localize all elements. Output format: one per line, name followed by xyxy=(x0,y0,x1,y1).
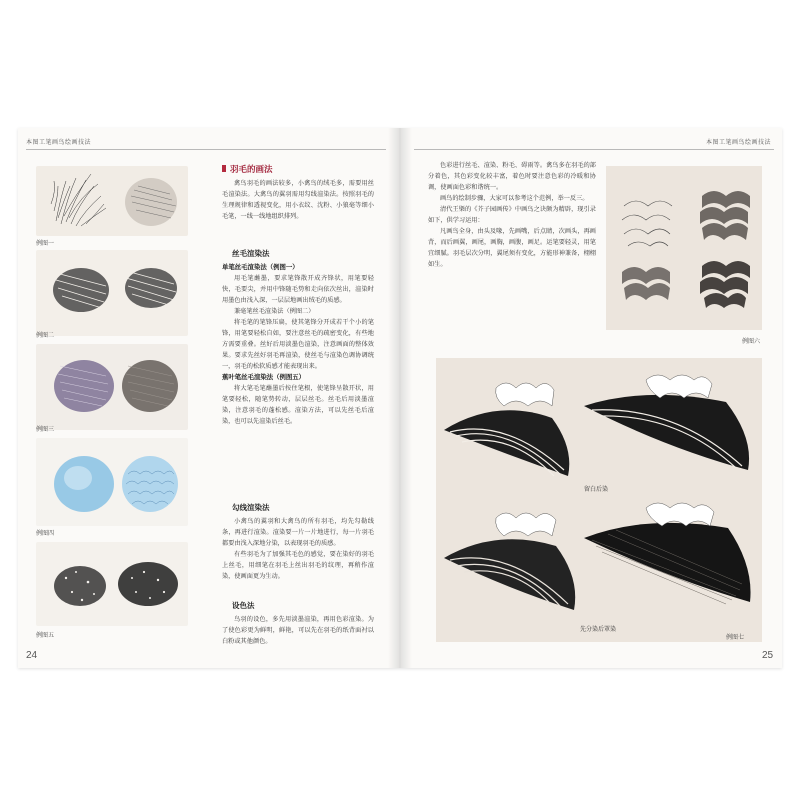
title-accent-bar xyxy=(222,165,226,172)
running-header-right: 本图工笔画鸟绘画技法 xyxy=(706,139,772,146)
silk-hair-text-2: 兼毫笔丝毛渲染法（例图二） xyxy=(234,308,315,315)
section-heading-outline-wash: 勾线渲染法 xyxy=(232,503,270,512)
caption-example-4: 例图四 xyxy=(36,530,55,537)
coloring-body xyxy=(222,614,374,648)
outline-wash-text-2: 有些羽毛为了加强其毛色的感觉，要在染好的羽毛上丝毛，用细笔在羽毛上丝出羽毛的纹理，再稍作渲染，使画面更为生动。 xyxy=(222,551,374,580)
right-text-4: 凡画鸟全身，由头及喙，先画嘴，后点睛，次画头，再画背，而后画翼，画尾，画胸，画腹，画足。运笔要轻灵，用笔宜细腻。羽毛层次分明，翼尾须有变化，方能形神兼备，栩栩如生。 xyxy=(428,228,596,268)
caption-example-6: 例图六 xyxy=(742,338,761,345)
caption-example-3: 例图三 xyxy=(36,426,55,433)
running-header-left: 本图工笔画鸟绘画技法 xyxy=(26,139,92,146)
header-rule-left xyxy=(26,149,386,150)
page-number-left: 24 xyxy=(26,650,38,661)
section-heading-silk-hair: 丝毛渲染法 xyxy=(232,249,270,258)
example-image-4 xyxy=(36,438,188,526)
intro-text: 禽鸟羽毛的画法较多，小禽鸟的绒毛多，需要用丝毛渲染法。大禽鸟的翼羽需用勾线渲染法。按照羽毛的生理规律和透视变化，用小衣纹、沈粉、小狼毫等细小毛笔，一线一线地组织排列。 xyxy=(222,180,374,220)
subheading-banana-brush: 蕉叶笔丝毛渲染法（例图五） xyxy=(222,373,306,381)
example-image-2 xyxy=(36,250,188,336)
right-text-column xyxy=(428,160,596,340)
silk-hair-text-3: 将毛笔的笔锋压扁，使其笔锋分开成若干个小的笔锋，用笔要轻松自如，要注意丝毛的疏密变化，有些地方需要重叠。丝好后用淡墨色渲染，注意画面的整体效果。要求先丝好羽毛再渲染，使丝毛与渲染色调协调统一，羽毛的松软质感才能表现出来。 xyxy=(222,319,374,370)
page-number-right: 25 xyxy=(762,650,774,661)
example-image-5 xyxy=(36,542,188,626)
outline-wash-body xyxy=(222,516,374,582)
right-text-3: 清代王槩的《芥子园画传》中画鸟之诀颇为精辟，现引录如下，供学习运用： xyxy=(428,206,596,224)
label-leave-white-then-wash: 留白后染 xyxy=(584,486,609,493)
intro-paragraph xyxy=(222,178,374,222)
silk-hair-body xyxy=(222,262,374,427)
caption-example-2: 例图二 xyxy=(36,332,55,339)
example-image-7 xyxy=(436,358,762,642)
example-image-3 xyxy=(36,344,188,430)
example-image-1 xyxy=(36,166,188,236)
outline-wash-text-1: 小禽鸟的翼羽和大禽鸟的所有羽毛，均先勾勒线条，再进行渲染。渲染要一片一片地进行，每一片羽毛都要由浅入深地分染，以表现羽毛的质感。 xyxy=(222,518,374,547)
caption-example-7: 例图七 xyxy=(726,634,745,641)
caption-example-1: 例图一 xyxy=(36,240,55,247)
section-heading-coloring: 设色法 xyxy=(232,601,255,610)
subheading-single-brush: 单笔丝毛渲染法（例图一） xyxy=(222,263,299,271)
caption-example-5: 例图五 xyxy=(36,632,55,639)
book-gutter xyxy=(388,128,412,668)
label-separate-then-cover-wash: 先分染后罩染 xyxy=(580,626,617,633)
right-text-2: 画鸟的绘制步骤，大家可以参考这个范例，举一反三。 xyxy=(440,195,589,202)
silk-hair-text-4: 将大笔毛笔蘸墨后按住笔根，使笔锋呈散开状，用笔要轻松，随笔势转动，层层丝毛。丝毛后用淡墨渲染，注意羽毛的蓬松感。渲染方法，可以先丝毛后渲染，也可以先渲染后丝毛。 xyxy=(222,385,374,425)
section-title-feathers: 羽毛的画法 xyxy=(230,165,273,175)
header-rule-right xyxy=(414,149,774,150)
example-image-6 xyxy=(606,166,762,330)
right-text-1: 色彩进行丝毛、渲染、粉毛、碍雨等。禽鸟多在羽毛的部分着色，其色彩变化较丰富，着色时要注意色彩的冷暖和协调，使画面色彩和谐统一。 xyxy=(428,162,596,191)
silk-hair-text-1: 用毛笔蘸墨，要求笔锋散开成齐锋状，用笔要轻快，毛要尖，并用中锋随毛势和走向依次丝出，渲染时用墨色由浅入深，一层层地画出绒毛的质感。 xyxy=(222,275,374,304)
coloring-text: 鸟羽的设色，多先用淡墨渲染，再用色彩渲染。为了使色彩更为鲜明，鲜艳，可以先在羽毛的纸背面衬以白粉或其他颜色。 xyxy=(222,616,374,645)
